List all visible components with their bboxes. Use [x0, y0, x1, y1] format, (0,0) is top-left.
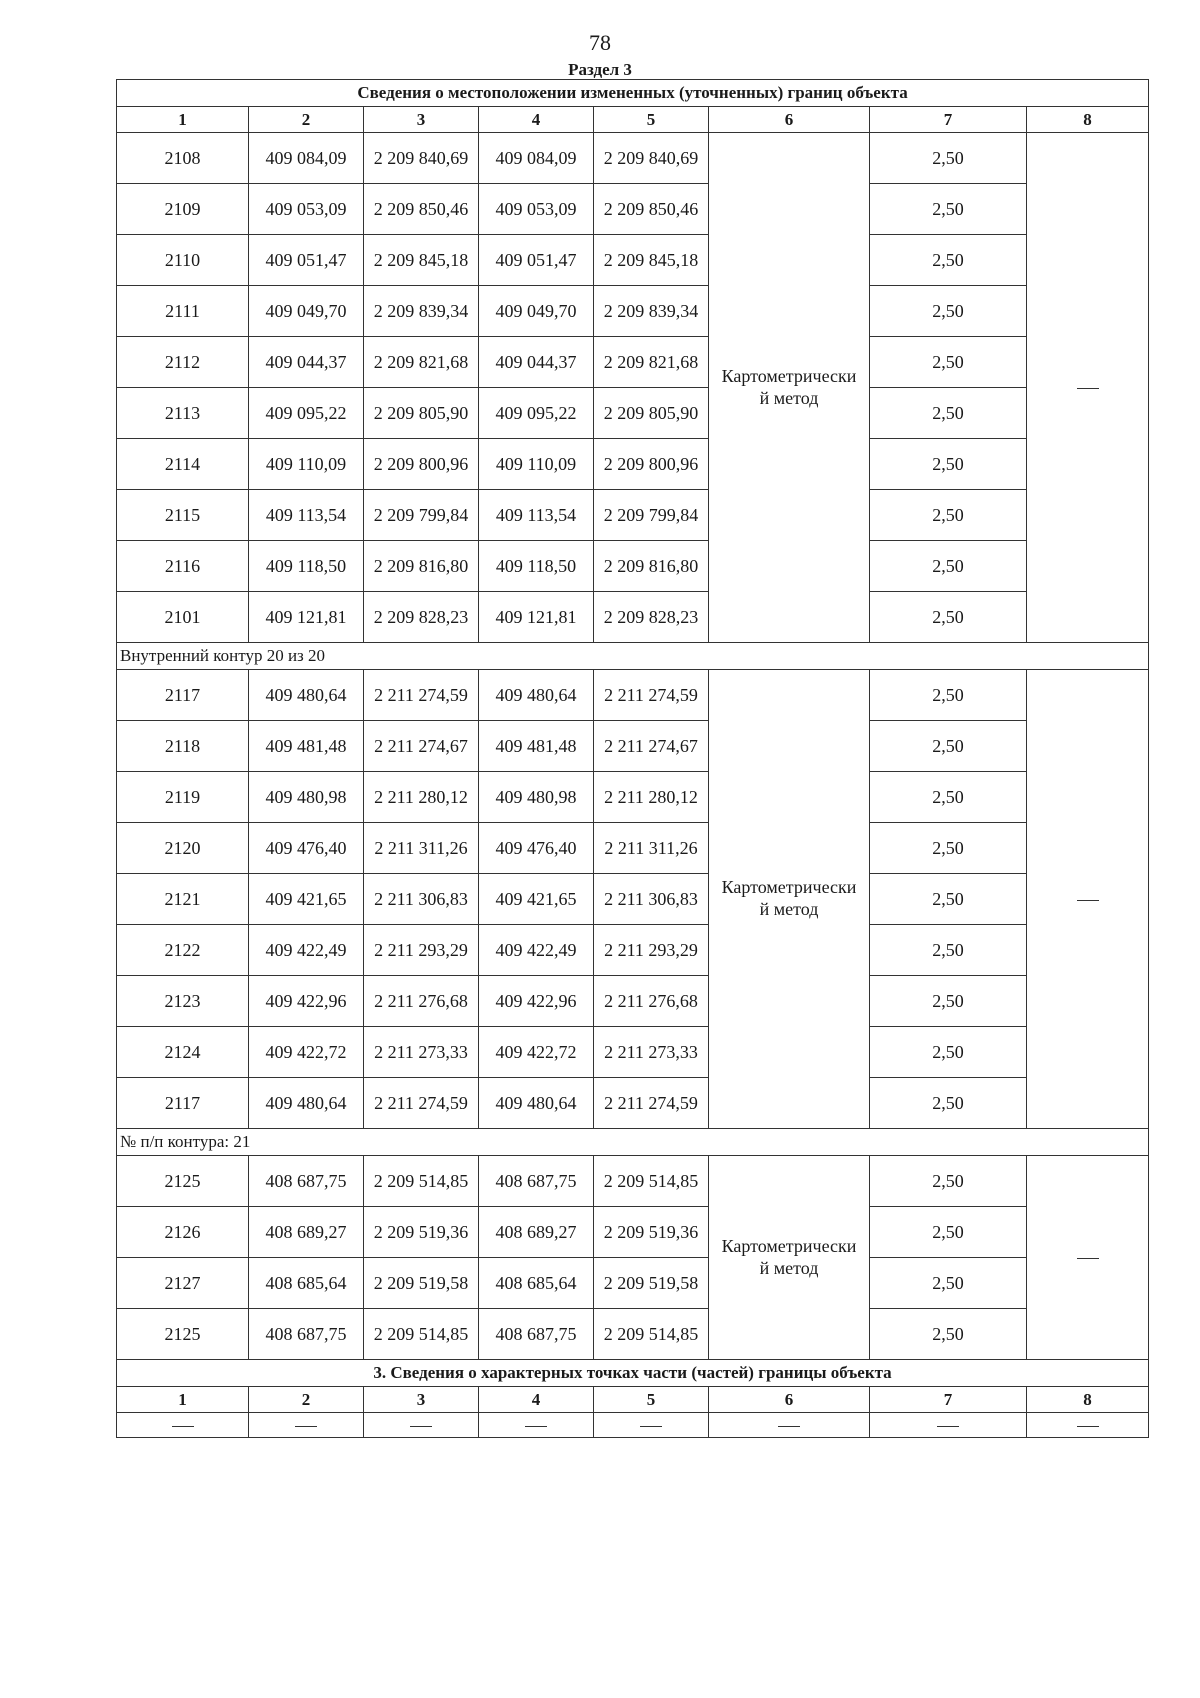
coord-y-new-cell: 2 211 280,12 [594, 772, 709, 823]
point-number-cell: 2127 [117, 1258, 249, 1309]
coord-x-new-cell: 409 480,98 [479, 772, 594, 823]
table-row [117, 541, 1149, 592]
method-text-line2: й метод [759, 899, 819, 919]
column-number: 5 [594, 1387, 709, 1413]
accuracy-cell: 2,50 [870, 874, 1027, 925]
empty-dash-cell [364, 1413, 479, 1438]
column-number: 8 [1027, 1387, 1149, 1413]
coord-y-old-cell: 2 211 274,67 [364, 721, 479, 772]
coord-y-new-cell: 2 211 274,67 [594, 721, 709, 772]
accuracy-cell: 2,50 [870, 439, 1027, 490]
coord-y-new-cell: 2 211 276,68 [594, 976, 709, 1027]
table-row [117, 670, 1149, 721]
coord-x-old-cell: 409 476,40 [249, 823, 364, 874]
coord-y-old-cell: 2 209 805,90 [364, 388, 479, 439]
dash-mark [640, 1426, 662, 1427]
coord-y-old-cell: 2 209 799,84 [364, 490, 479, 541]
dash-mark [1077, 1258, 1099, 1259]
accuracy-cell: 2,50 [870, 235, 1027, 286]
coord-y-new-cell: 2 211 311,26 [594, 823, 709, 874]
column-number: 1 [117, 1387, 249, 1413]
table-row [117, 1207, 1149, 1258]
coord-y-old-cell: 2 209 821,68 [364, 337, 479, 388]
table-row [117, 1156, 1149, 1207]
coord-y-new-cell: 2 209 799,84 [594, 490, 709, 541]
dash-mark [778, 1426, 800, 1427]
point-number-cell: 2121 [117, 874, 249, 925]
empty-dash-cell [117, 1413, 249, 1438]
coord-y-new-cell: 2 209 805,90 [594, 388, 709, 439]
accuracy-cell: 2,50 [870, 1309, 1027, 1360]
table-row [117, 592, 1149, 643]
method-cell [709, 133, 870, 643]
dash-mark [1077, 1426, 1099, 1427]
coord-y-new-cell: 2 209 816,80 [594, 541, 709, 592]
coord-y-new-cell: 2 211 274,59 [594, 670, 709, 721]
coord-x-new-cell: 409 049,70 [479, 286, 594, 337]
coord-y-new-cell: 2 209 519,36 [594, 1207, 709, 1258]
accuracy-cell: 2,50 [870, 1078, 1027, 1129]
column-number: 2 [249, 107, 364, 133]
column-number: 7 [870, 107, 1027, 133]
column-number: 7 [870, 1387, 1027, 1413]
dash-mark [1077, 388, 1099, 389]
accuracy-cell: 2,50 [870, 337, 1027, 388]
accuracy-cell: 2,50 [870, 721, 1027, 772]
coord-x-old-cell: 409 422,72 [249, 1027, 364, 1078]
coord-x-new-cell: 409 480,64 [479, 1078, 594, 1129]
coord-x-old-cell: 409 480,98 [249, 772, 364, 823]
dash-mark [1077, 900, 1099, 901]
table-row [117, 1258, 1149, 1309]
column-number: 4 [479, 107, 594, 133]
point-number-cell: 2101 [117, 592, 249, 643]
column-number: 6 [709, 107, 870, 133]
coord-y-new-cell: 2 211 306,83 [594, 874, 709, 925]
column-number: 8 [1027, 107, 1149, 133]
coord-x-old-cell: 408 689,27 [249, 1207, 364, 1258]
coord-y-old-cell: 2 209 839,34 [364, 286, 479, 337]
accuracy-cell: 2,50 [870, 823, 1027, 874]
column-number: 2 [249, 1387, 364, 1413]
accuracy-cell: 2,50 [870, 1027, 1027, 1078]
empty-dash-cell [594, 1413, 709, 1438]
coord-x-new-cell: 409 480,64 [479, 670, 594, 721]
point-number-cell: 2117 [117, 670, 249, 721]
method-text-line1: Картометрически [721, 365, 857, 386]
column-number-row [117, 107, 1149, 133]
accuracy-cell: 2,50 [870, 490, 1027, 541]
point-number-cell: 2122 [117, 925, 249, 976]
method-text-line2: й метод [759, 1257, 819, 1278]
table-row [117, 337, 1149, 388]
point-number-cell: 2114 [117, 439, 249, 490]
empty-dash-cell [1027, 1413, 1149, 1438]
coord-x-new-cell: 409 421,65 [479, 874, 594, 925]
coord-y-new-cell: 2 209 845,18 [594, 235, 709, 286]
table-row [117, 133, 1149, 184]
coord-x-old-cell: 409 121,81 [249, 592, 364, 643]
coord-y-old-cell: 2 211 280,12 [364, 772, 479, 823]
accuracy-cell: 2,50 [870, 388, 1027, 439]
coord-y-new-cell: 2 209 800,96 [594, 439, 709, 490]
contour-label-row [117, 643, 1149, 670]
column8-dash-cell [1027, 670, 1149, 1129]
coord-y-new-cell: 2 209 821,68 [594, 337, 709, 388]
coord-x-old-cell: 408 687,75 [249, 1156, 364, 1207]
table-title: Сведения о местоположении измененных (уточненных) границ объекта [117, 80, 1149, 107]
accuracy-cell: 2,50 [870, 286, 1027, 337]
coord-y-old-cell: 2 209 816,80 [364, 541, 479, 592]
accuracy-cell: 2,50 [870, 670, 1027, 721]
coord-y-old-cell: 2 211 273,33 [364, 1027, 479, 1078]
coord-x-old-cell: 409 095,22 [249, 388, 364, 439]
table-row [117, 1309, 1149, 1360]
coord-x-new-cell: 409 476,40 [479, 823, 594, 874]
table-row [117, 874, 1149, 925]
point-number-cell: 2120 [117, 823, 249, 874]
coord-y-new-cell: 2 209 514,85 [594, 1156, 709, 1207]
coord-y-old-cell: 2 211 306,83 [364, 874, 479, 925]
point-number-cell: 2119 [117, 772, 249, 823]
coord-y-old-cell: 2 209 519,58 [364, 1258, 479, 1309]
coord-y-old-cell: 2 209 514,85 [364, 1309, 479, 1360]
coord-x-new-cell: 408 689,27 [479, 1207, 594, 1258]
coord-x-old-cell: 409 113,54 [249, 490, 364, 541]
point-number-cell: 2109 [117, 184, 249, 235]
empty-dash-cell [870, 1413, 1027, 1438]
table-row [117, 235, 1149, 286]
table-row [117, 184, 1149, 235]
coord-x-old-cell: 409 051,47 [249, 235, 364, 286]
boundary-coordinates-table [116, 79, 1149, 1438]
method-text-line1: Картометрически [721, 877, 857, 898]
point-number-cell: 2126 [117, 1207, 249, 1258]
coord-x-new-cell: 409 422,72 [479, 1027, 594, 1078]
coord-x-old-cell: 409 110,09 [249, 439, 364, 490]
column-number: 5 [594, 107, 709, 133]
table-row [117, 1078, 1149, 1129]
contour-label: № п/п контура: 21 [117, 1129, 1149, 1156]
table-row [117, 1027, 1149, 1078]
point-number-cell: 2117 [117, 1078, 249, 1129]
coord-y-old-cell: 2 209 519,36 [364, 1207, 479, 1258]
coord-y-new-cell: 2 209 828,23 [594, 592, 709, 643]
coord-x-new-cell: 409 121,81 [479, 592, 594, 643]
coord-y-old-cell: 2 209 828,23 [364, 592, 479, 643]
coord-x-new-cell: 409 084,09 [479, 133, 594, 184]
point-number-cell: 2116 [117, 541, 249, 592]
column-number: 3 [364, 1387, 479, 1413]
coord-x-old-cell: 409 049,70 [249, 286, 364, 337]
accuracy-cell: 2,50 [870, 772, 1027, 823]
accuracy-cell: 2,50 [870, 133, 1027, 184]
method-text-line1: Картометрически [721, 1235, 857, 1256]
coord-y-old-cell: 2 211 274,59 [364, 1078, 479, 1129]
coord-y-new-cell: 2 209 519,58 [594, 1258, 709, 1309]
method-cell [709, 1156, 870, 1360]
coord-y-old-cell: 2 211 293,29 [364, 925, 479, 976]
point-number-cell: 2115 [117, 490, 249, 541]
coord-y-new-cell: 2 211 273,33 [594, 1027, 709, 1078]
table-row [117, 925, 1149, 976]
column8-dash-cell [1027, 133, 1149, 643]
table-row [117, 823, 1149, 874]
column-number: 6 [709, 1387, 870, 1413]
table-row [117, 439, 1149, 490]
dash-mark [295, 1426, 317, 1427]
coord-y-old-cell: 2 211 276,68 [364, 976, 479, 1027]
point-number-cell: 2125 [117, 1309, 249, 1360]
column-number: 1 [117, 107, 249, 133]
coord-y-old-cell: 2 209 514,85 [364, 1156, 479, 1207]
coord-x-new-cell: 409 051,47 [479, 235, 594, 286]
method-text-line2: й метод [759, 387, 819, 408]
coord-y-new-cell: 2 211 293,29 [594, 925, 709, 976]
accuracy-cell: 2,50 [870, 976, 1027, 1027]
coord-x-old-cell: 408 685,64 [249, 1258, 364, 1309]
coord-x-new-cell: 408 685,64 [479, 1258, 594, 1309]
table-row [117, 286, 1149, 337]
dash-mark [937, 1426, 959, 1427]
coord-x-new-cell: 409 044,37 [479, 337, 594, 388]
accuracy-cell: 2,50 [870, 1258, 1027, 1309]
coord-x-old-cell: 409 422,49 [249, 925, 364, 976]
coord-x-old-cell: 409 480,64 [249, 670, 364, 721]
coord-x-old-cell: 409 044,37 [249, 337, 364, 388]
coord-x-old-cell: 409 084,09 [249, 133, 364, 184]
empty-dash-cell [249, 1413, 364, 1438]
coord-x-old-cell: 408 687,75 [249, 1309, 364, 1360]
coord-x-new-cell: 409 422,96 [479, 976, 594, 1027]
point-number-cell: 2110 [117, 235, 249, 286]
coord-x-new-cell: 409 095,22 [479, 388, 594, 439]
coord-y-old-cell: 2 211 311,26 [364, 823, 479, 874]
coord-x-new-cell: 408 687,75 [479, 1156, 594, 1207]
point-number-cell: 2118 [117, 721, 249, 772]
coord-y-new-cell: 2 211 274,59 [594, 1078, 709, 1129]
coord-y-old-cell: 2 209 845,18 [364, 235, 479, 286]
coord-x-new-cell: 409 422,49 [479, 925, 594, 976]
coord-x-new-cell: 409 110,09 [479, 439, 594, 490]
coord-x-old-cell: 409 480,64 [249, 1078, 364, 1129]
empty-dash-cell [709, 1413, 870, 1438]
point-number-cell: 2125 [117, 1156, 249, 1207]
point-number-cell: 2111 [117, 286, 249, 337]
coord-x-old-cell: 409 481,48 [249, 721, 364, 772]
coord-x-new-cell: 409 113,54 [479, 490, 594, 541]
contour-label-row [117, 1129, 1149, 1156]
subsection-column-number-row [117, 1387, 1149, 1413]
subsection-title-row [117, 1360, 1149, 1387]
coord-y-new-cell: 2 209 839,34 [594, 286, 709, 337]
point-number-cell: 2123 [117, 976, 249, 1027]
accuracy-cell: 2,50 [870, 541, 1027, 592]
column-number: 3 [364, 107, 479, 133]
accuracy-cell: 2,50 [870, 925, 1027, 976]
table-title-row [117, 80, 1149, 107]
accuracy-cell: 2,50 [870, 1156, 1027, 1207]
coord-x-new-cell: 408 687,75 [479, 1309, 594, 1360]
section-title: Раздел 3 [568, 60, 632, 79]
column8-dash-cell [1027, 1156, 1149, 1360]
coord-x-old-cell: 409 422,96 [249, 976, 364, 1027]
subsection-empty-row [117, 1413, 1149, 1438]
accuracy-cell: 2,50 [870, 184, 1027, 235]
table-row [117, 490, 1149, 541]
coord-x-new-cell: 409 053,09 [479, 184, 594, 235]
table-row [117, 976, 1149, 1027]
coord-x-old-cell: 409 421,65 [249, 874, 364, 925]
table-row [117, 772, 1149, 823]
table-row [117, 721, 1149, 772]
coord-y-old-cell: 2 211 274,59 [364, 670, 479, 721]
column-number: 4 [479, 1387, 594, 1413]
coord-x-old-cell: 409 053,09 [249, 184, 364, 235]
accuracy-cell: 2,50 [870, 592, 1027, 643]
empty-dash-cell [479, 1413, 594, 1438]
point-number-cell: 2112 [117, 337, 249, 388]
coord-y-old-cell: 2 209 850,46 [364, 184, 479, 235]
coord-x-new-cell: 409 118,50 [479, 541, 594, 592]
dash-mark [172, 1426, 194, 1427]
page-number: 78 [589, 30, 611, 55]
point-number-cell: 2113 [117, 388, 249, 439]
coord-y-new-cell: 2 209 840,69 [594, 133, 709, 184]
coord-x-old-cell: 409 118,50 [249, 541, 364, 592]
point-number-cell: 2108 [117, 133, 249, 184]
coord-y-old-cell: 2 209 800,96 [364, 439, 479, 490]
coord-y-new-cell: 2 209 850,46 [594, 184, 709, 235]
coord-y-new-cell: 2 209 514,85 [594, 1309, 709, 1360]
contour-label: Внутренний контур 20 из 20 [117, 643, 1149, 670]
coord-y-old-cell: 2 209 840,69 [364, 133, 479, 184]
dash-mark [410, 1426, 432, 1427]
method-cell [709, 670, 870, 1129]
coord-x-new-cell: 409 481,48 [479, 721, 594, 772]
accuracy-cell: 2,50 [870, 1207, 1027, 1258]
subsection-title: 3. Сведения о характерных точках части (частей) границы объекта [117, 1360, 1149, 1387]
table-row [117, 388, 1149, 439]
point-number-cell: 2124 [117, 1027, 249, 1078]
dash-mark [525, 1426, 547, 1427]
